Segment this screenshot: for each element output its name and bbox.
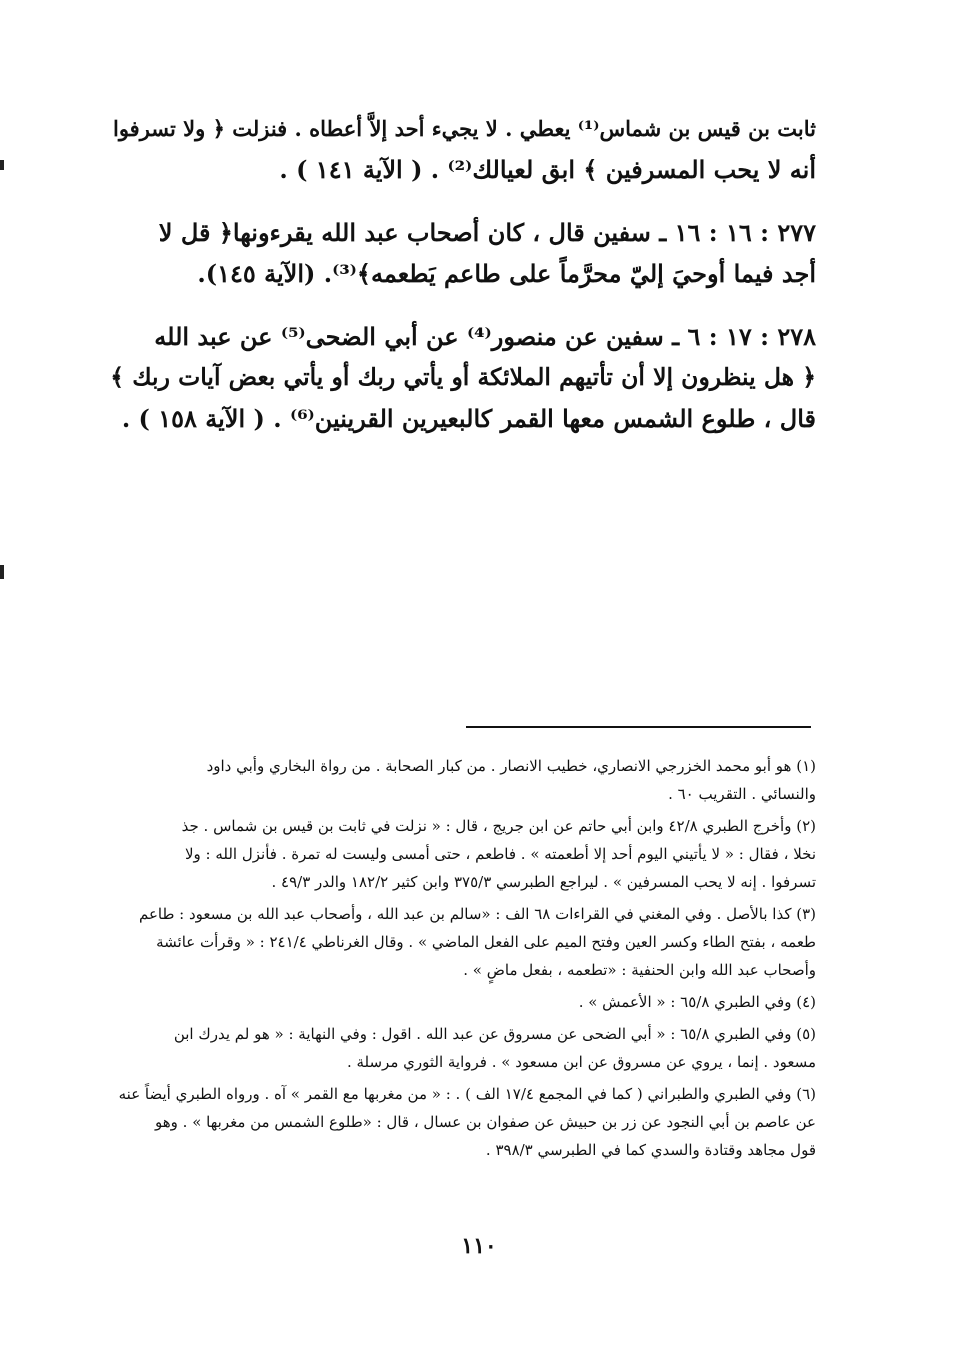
footnote-line: تسرفوا . إنه لا يحب المسرفين » . ليراجع الطبرسي ٣٧٥/٣ وابن كثير ١٨٢/٢ والدر ٤٩/٣ .: [271, 873, 816, 891]
scan-edge-mark-middle: [0, 565, 4, 579]
paragraph-verse-141: [110, 108, 816, 190]
footnote-line: قول مجاهد وقتادة والسدي كما في الطبرسي ٣٩٨/٣ .: [485, 1141, 816, 1159]
footnote-5: [110, 1020, 816, 1076]
footnote-1: [110, 752, 816, 808]
footnote-4: [110, 988, 816, 1016]
footnote-line: (١) هو أبو محمد الخزرجي الانصاري، خطيب الانصار . من كبار الصحابة . من رواة البخاري وأبي داود: [206, 757, 816, 775]
text-line: قال ، طلوع الشمس معها القمر كالبعيرين القرينين⁽⁶⁾ . ( الآية ١٥٨ ) .: [121, 404, 816, 433]
footnote-line: مسعود . إنما ، يروي عن مسروق عن ابن مسعود » . فرواية الثوري مرسلة .: [346, 1053, 816, 1071]
footnote-line: (٥) وفي الطبري ٦٥/٨ : « أبي الضحى عن مسروق عن عبد الله . اقول : وفي النهاية : « هو لم يدرك ابن: [173, 1025, 816, 1043]
main-text: [110, 108, 816, 461]
footnote-line: (٦) وفي الطبري والطبراني ( كما في المجمع ١٧/٤ الف ) . : « من مغربها مع القمر » آه . ورواه الطبري أيضاً عنه: [118, 1085, 816, 1103]
footnote-line: طعمه ، بفتح الطاء وكسر العين وفتح الميم على الفعل الماضي » . وقال الغرناطي ٢٤١/٤ : « وقرأت عائشة: [156, 933, 816, 951]
footnote-line: وأصحاب عبد الله وابن الحنفية : «تطعمه ، بفعل ماضٍ » .: [463, 961, 816, 979]
footnote-line: (٣) كذا بالأصل . وفي المغني في القراءات ٦٨ الف : «سالم بن عبد الله ، وأصحاب عبد الله بن مسعود : طاعم: [138, 905, 816, 923]
text-line: أنه لا يحب المسرفين ﴾ ابق لعيالك⁽²⁾ . ( الآية ١٤١ ) .: [279, 155, 816, 184]
footnote-line: (٢) وأخرج الطبري ٤٢/٨ وابن أبي حاتم عن ابن جريج ، قال : « نزلت في ثابت بن قيس بن شماس . جذ: [181, 817, 816, 835]
text-line: ٢٧٧ : ١٦ : ١٦ ـ سفين قال ، كان أصحاب عبد الله يقرءونها﴿ قل لا: [158, 218, 816, 247]
footnote-line: والنسائي . التقريب ٦٠ .: [668, 785, 816, 803]
text-line: أجد فيما أوحيَ إليّ محرَّماً على طاعم يَطعمه﴾⁽³⁾. (الآية ١٤٥).: [197, 259, 816, 288]
footnote-3: [110, 900, 816, 984]
scan-edge-mark-top: [0, 160, 4, 170]
paragraph-hadith-278: [110, 316, 816, 439]
footnote-line: (٤) وفي الطبري ٦٥/٨ : « الأعمش » .: [578, 993, 816, 1011]
text-line: ثابت بن قيس بن شماس⁽¹⁾ يعطي . لا يجيء أحد إلاَّ أعطاه . فنزلت ﴿ ولا تسرفوا: [112, 116, 816, 141]
footnote-2: [110, 812, 816, 896]
footnote-divider: [466, 726, 811, 728]
text-line: ﴿ هل ينظرون إلا أن تأتيهم الملائكة أو يأتي ربك أو يأتي بعض آيات ربك ﴾: [110, 363, 816, 391]
text-line: ٢٧٨ : ١٧ : ٦ ـ سفين عن منصور⁽⁴⁾ عن أبي الضحى⁽⁵⁾ عن عبد الله: [154, 322, 816, 351]
footnote-line: عن عاصم بن أبي النجود عن زر بن حبيش عن صفوان بن عسال ، قال : «طلوع الشمس من مغربها » . وهو: [155, 1113, 816, 1131]
footnote-6: [110, 1080, 816, 1164]
footnotes: [110, 752, 816, 1168]
paragraph-hadith-277: [110, 212, 816, 294]
page-number: ١١٠: [461, 1233, 497, 1259]
footnote-line: نخلا ، فقال : « لا يأتيني اليوم أحد إلا أطعمته » . فاطعم ، حتى أمسى وليست له تمرة . فأنزل الله : ولا: [184, 845, 816, 863]
